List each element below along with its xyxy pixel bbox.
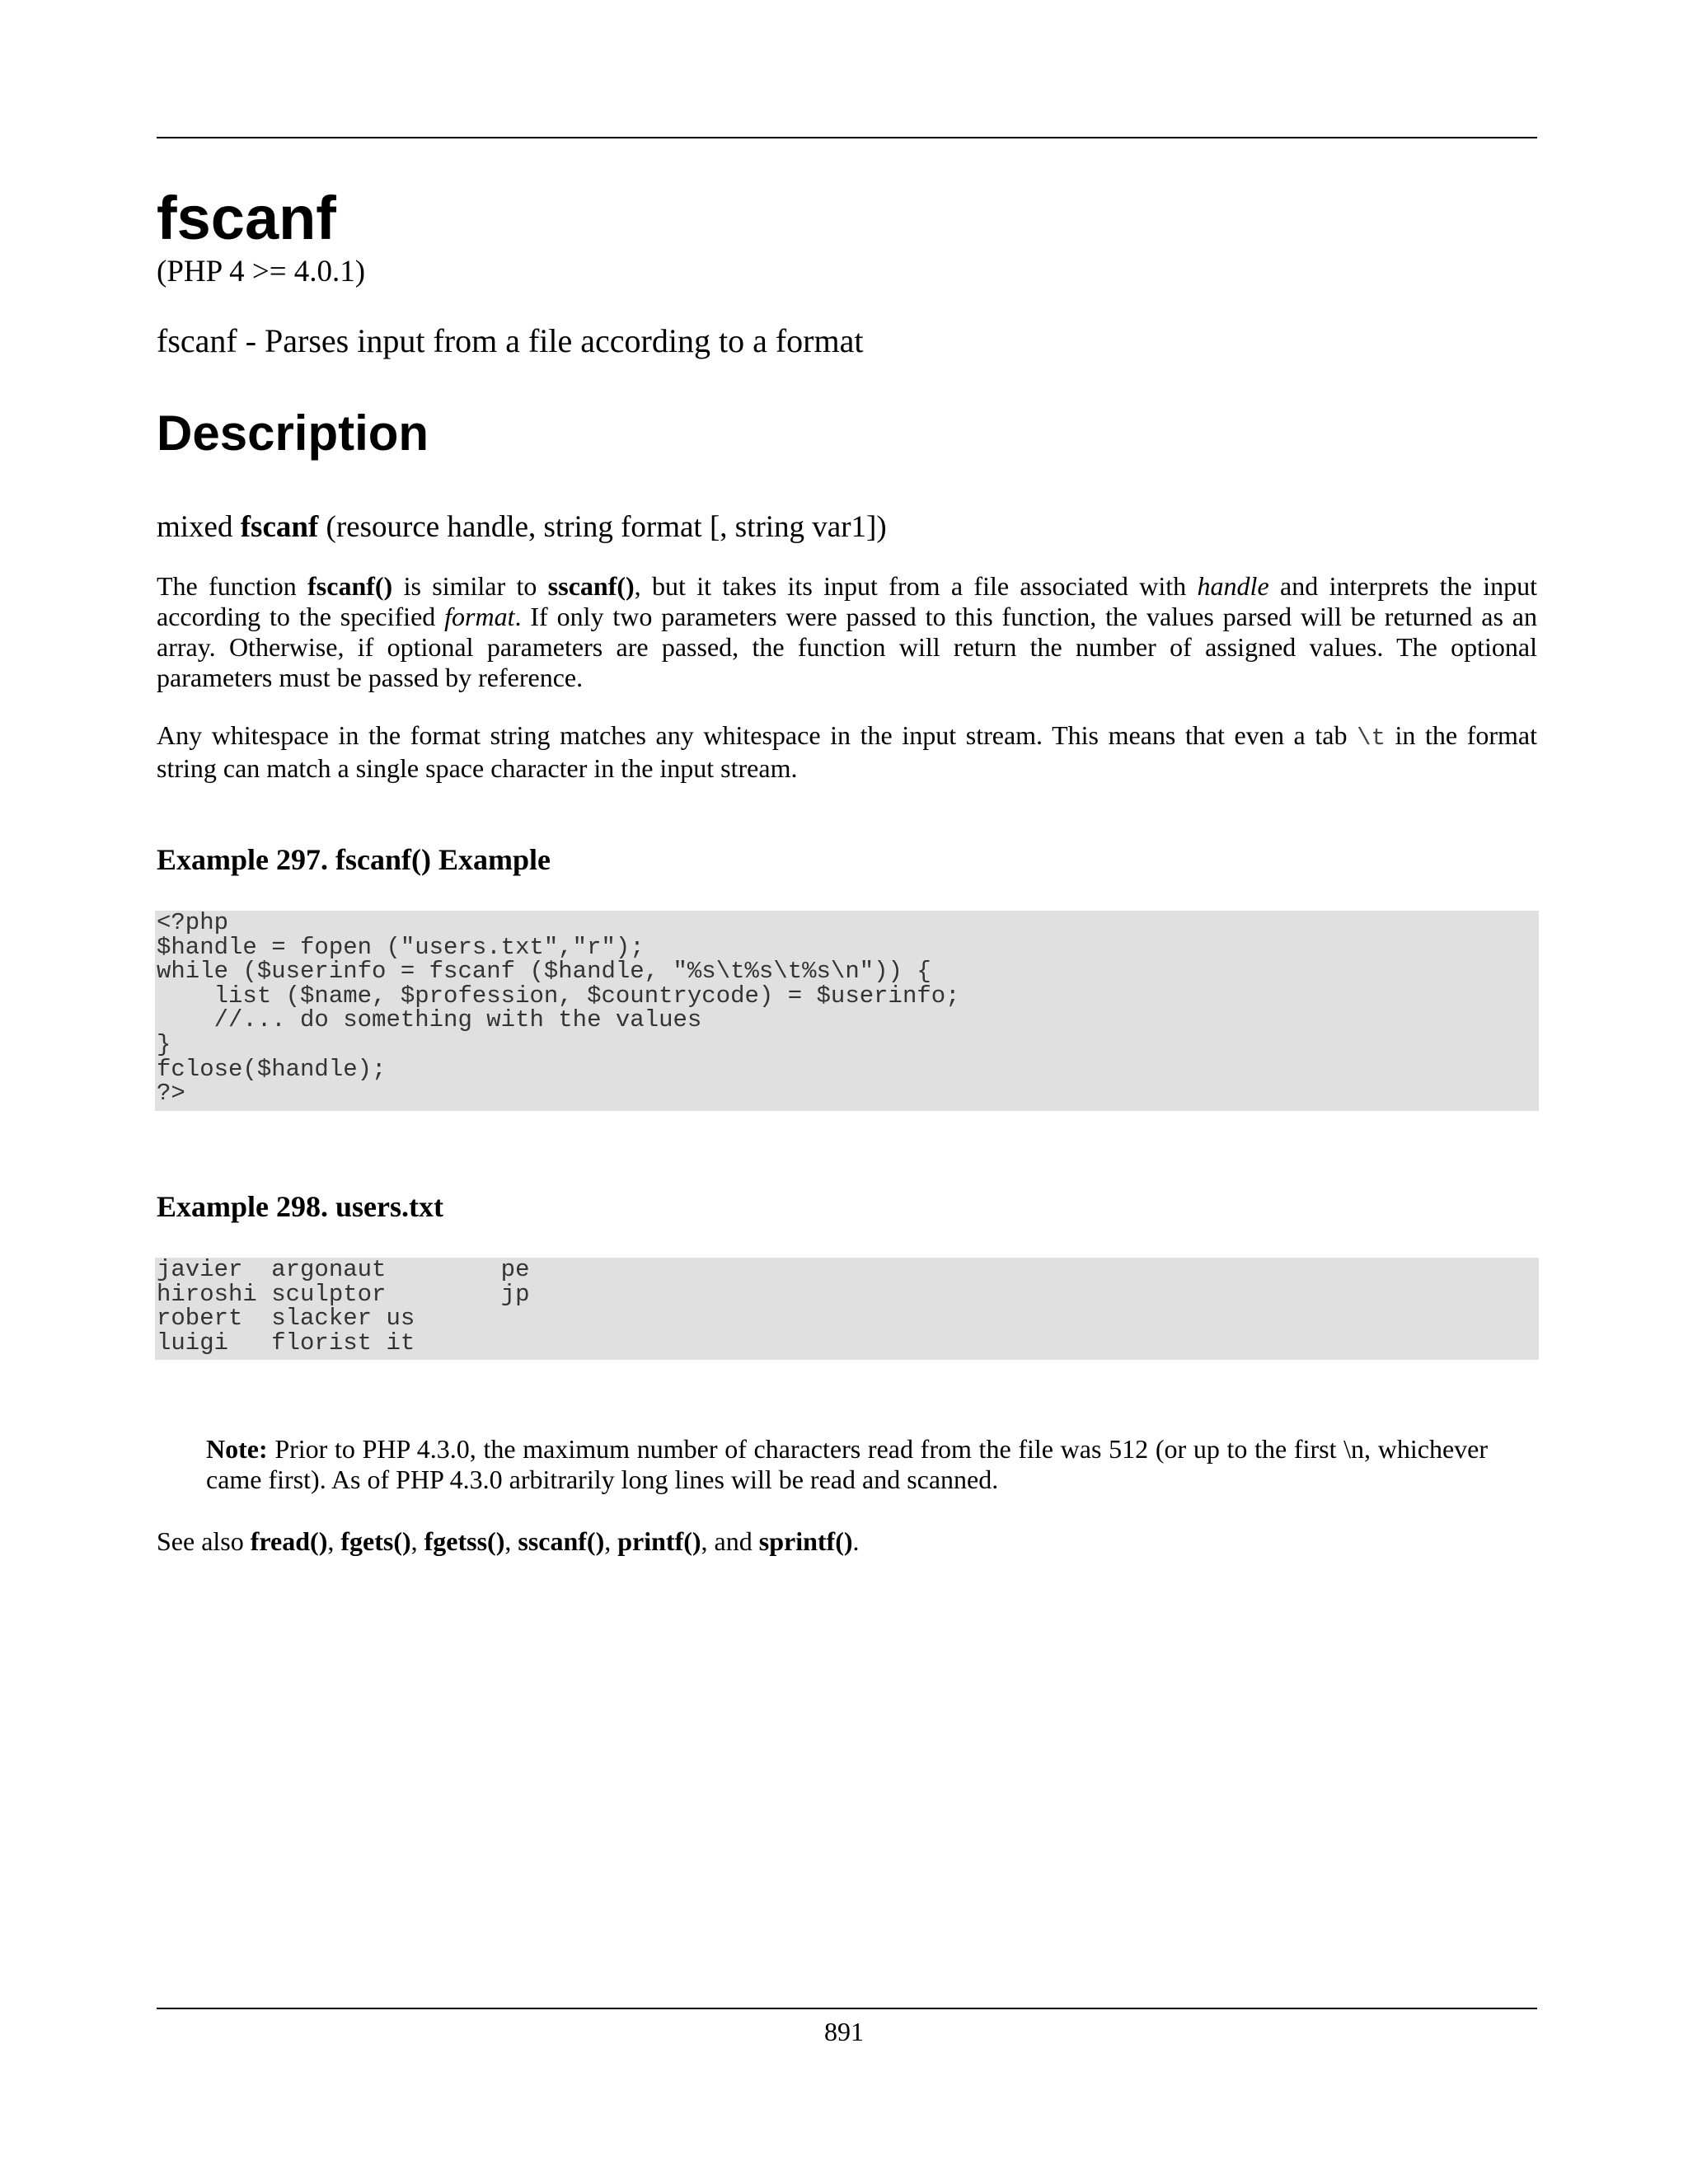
example-298-code — [155, 1258, 1539, 1360]
see-also-fread[interactable]: fread() — [250, 1526, 328, 1556]
description-paragraph — [157, 571, 1537, 693]
code-line: luigi florist it — [157, 1329, 415, 1357]
code-line: } — [157, 1030, 171, 1058]
see-also-sscanf[interactable]: sscanf() — [518, 1526, 605, 1556]
synopsis-return-type: mixed — [157, 510, 233, 544]
separator: , and — [701, 1526, 759, 1556]
code-line: $handle = fopen ("users.txt","r"); — [157, 933, 645, 961]
note-block — [206, 1434, 1488, 1495]
fscanf-ref: fscanf() — [307, 571, 393, 601]
page-number: 891 — [824, 2017, 864, 2046]
note-label: Note: — [206, 1434, 268, 1464]
para2-text-2: in the format string can match a single space character in the input stream. — [157, 720, 1538, 783]
para1-text-5: . If only two parameters were passed to this function, the values parsed will be returned as an array. Otherwise, if optional parameters are passed, the function will return the number of assigned values. The optional parameters must be passed by reference. — [157, 602, 1538, 692]
para1-text-1: The function — [157, 571, 308, 601]
separator: , — [327, 1526, 341, 1556]
code-line: <?php — [157, 909, 229, 936]
refname-line: fscanf - Parses input from a file according to a format — [157, 322, 864, 359]
description-heading: Description — [157, 405, 429, 461]
separator: , — [504, 1526, 518, 1556]
handle-param: handle — [1197, 571, 1269, 601]
code-line: while ($userinfo = fscanf ($handle, "%s\t%s\t%s\n")) { — [157, 958, 931, 986]
header-rule — [157, 137, 1537, 138]
sscanf-ref: sscanf() — [547, 571, 635, 601]
see-also-prefix: See also — [157, 1526, 251, 1556]
note-text: Prior to PHP 4.3.0, the maximum number of characters read from the file was 512 (or up to the first \n, whichever came first). As of PHP 4.3.0 arbitrarily long lines will be read and scanned. — [206, 1434, 1488, 1494]
synopsis-function-name: fscanf — [240, 510, 319, 544]
separator: , — [410, 1526, 424, 1556]
code-line: hiroshi sculptor jp — [157, 1280, 530, 1308]
para1-text-2: is similar to — [392, 571, 548, 601]
example-298-title: Example 298. users.txt — [157, 1190, 443, 1223]
code-line: list ($name, $profession, $countrycode) = $userinfo; — [157, 982, 960, 1010]
code-line: javier argonaut pe — [157, 1256, 530, 1283]
synopsis-params: (resource handle, string format [, string var1]) — [326, 510, 887, 544]
page-title: fscanf — [157, 184, 336, 252]
whitespace-paragraph — [157, 720, 1537, 784]
see-also-fgetss[interactable]: fgetss() — [424, 1526, 505, 1556]
para2-text-1: Any whitespace in the format string matches any whitespace in the input stream. This means that even a tab — [157, 720, 1357, 750]
para1-text-3: , but it takes its input from a file associated with — [634, 571, 1198, 601]
version-info: (PHP 4 >= 4.0.1) — [157, 255, 366, 288]
format-param: format — [444, 602, 515, 631]
see-also-sprintf[interactable]: sprintf() — [758, 1526, 853, 1556]
code-line: ?> — [157, 1080, 185, 1108]
para1-text-4: and interprets the input according to the specified — [157, 571, 1538, 631]
tab-escape-code: \t — [1357, 724, 1386, 752]
see-also-end: . — [852, 1526, 860, 1556]
separator: , — [604, 1526, 618, 1556]
example-297-title: Example 297. fscanf() Example — [157, 843, 551, 876]
code-line: robert slacker us — [157, 1305, 415, 1333]
see-also-printf[interactable]: printf() — [617, 1526, 701, 1556]
see-also-fgets[interactable]: fgets() — [340, 1526, 411, 1556]
code-line: //... do something with the values — [157, 1006, 702, 1034]
example-297-code — [155, 911, 1539, 1111]
footer-rule — [157, 2008, 1537, 2009]
function-synopsis — [157, 509, 887, 546]
see-also — [157, 1526, 860, 1557]
code-line: fclose($handle); — [157, 1055, 387, 1083]
